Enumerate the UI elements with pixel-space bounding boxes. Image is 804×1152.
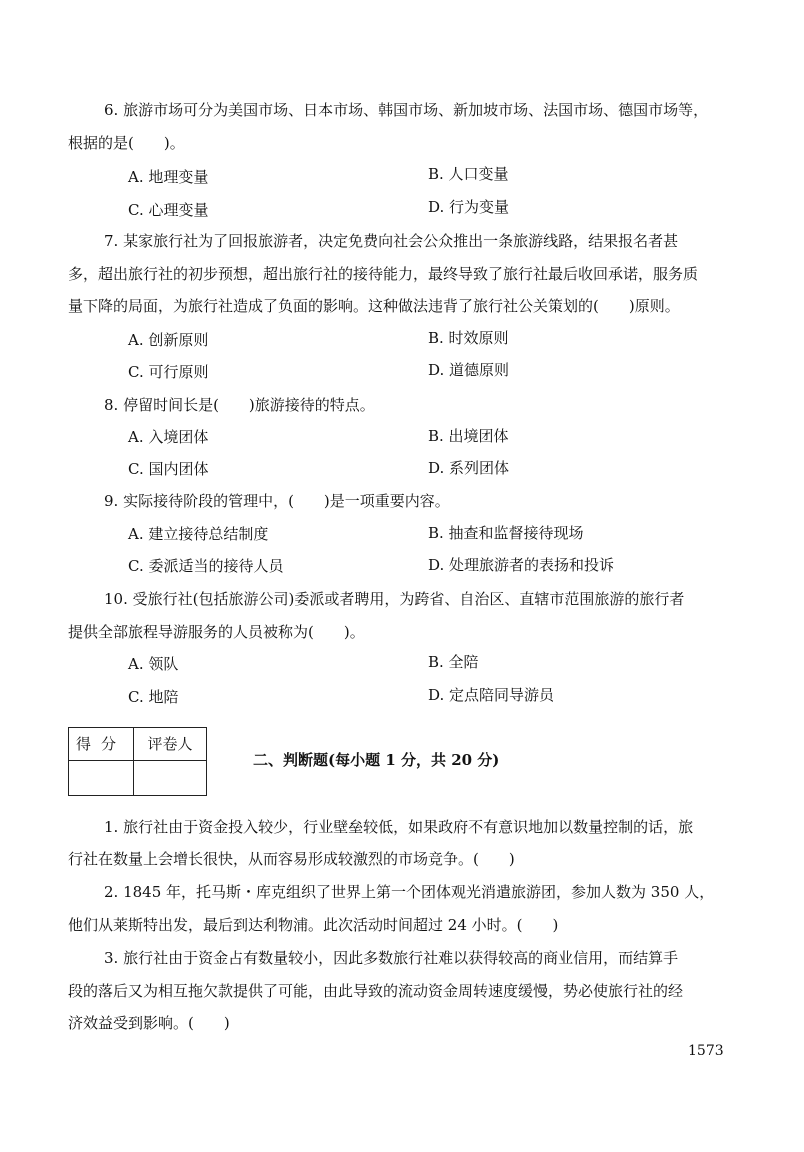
q7-line2: 多，超出旅行社的初步预想，超出旅行社的接待能力，最终导致了旅行社最后收回承诺，服务质 (68, 265, 699, 283)
q9-option-d: D. 处理旅游者的表扬和投诉 (428, 556, 615, 574)
tf1-line1: 1. 旅行社由于资金投入较少，行业壁垒较低，如果政府不有意识地加以数量控制的话，旅 (104, 818, 694, 836)
q6-option-b: B. 人口变量 (428, 165, 509, 183)
q6-option-d: D. 行为变量 (428, 198, 510, 216)
grader-header: 评卷人 (134, 728, 207, 761)
q9-option-c: C. 委派适当的接待人员 (128, 557, 284, 575)
tf3-line3: 济效益受到影响。( ) (68, 1014, 230, 1032)
tf3-line2: 段的落后又为相互拖欠款提供了可能，由此导致的流动资金周转速度缓慢，势必使旅行社的经 (68, 982, 684, 1000)
q9-line1: 9. 实际接待阶段的管理中，( )是一项重要内容。 (104, 492, 450, 510)
score-cell[interactable] (69, 761, 134, 796)
q6-option-a: A. 地理变量 (128, 168, 209, 186)
q8-option-c: C. 国内团体 (128, 460, 209, 478)
q10-line1: 10. 受旅行社(包括旅游公司)委派或者聘用，为跨省、自治区、直辖市范围旅游的旅行者 (104, 590, 685, 608)
q8-option-d: D. 系列团体 (428, 459, 510, 477)
q7-line1: 7. 某家旅行社为了回报旅游者，决定免费向社会公众推出一条旅游线路，结果报名者甚 (104, 232, 679, 250)
q7-option-c: C. 可行原则 (128, 363, 209, 381)
section-title: 二、判断题(每小题 1 分，共 20 分) (253, 751, 500, 769)
q8-line1: 8. 停留时间长是( )旅游接待的特点。 (104, 396, 375, 414)
page-number: 1573 (688, 1043, 724, 1059)
q7-option-b: B. 时效原则 (428, 329, 509, 347)
q9-option-a: A. 建立接待总结制度 (128, 525, 269, 543)
grader-cell[interactable] (134, 761, 207, 796)
q10-option-c: C. 地陪 (128, 688, 179, 706)
q8-option-a: A. 入境团体 (128, 428, 209, 446)
q8-option-b: B. 出境团体 (428, 427, 509, 445)
score-table (68, 727, 207, 796)
tf2-line1: 2. 1845 年，托马斯・库克组织了世界上第一个团体观光消遣旅游团，参加人数为 350 人， (104, 883, 715, 901)
q6-option-c: C. 心理变量 (128, 201, 209, 219)
q10-option-b: B. 全陪 (428, 653, 479, 671)
q9-option-b: B. 抽查和监督接待现场 (428, 524, 584, 542)
q10-option-d: D. 定点陪同导游员 (428, 686, 555, 704)
q7-option-a: A. 创新原则 (128, 331, 209, 349)
q7-option-d: D. 道德原则 (428, 361, 510, 379)
q7-line3: 量下降的局面，为旅行社造成了负面的影响。这种做法违背了旅行社公关策划的( )原则。 (68, 297, 680, 315)
tf2-line2: 他们从莱斯特出发，最后到达利物浦。此次活动时间超过 24 小时。( ) (68, 916, 559, 934)
q6-line1: 6. 旅游市场可分为美国市场、日本市场、韩国市场、新加坡市场、法国市场、德国市场等， (104, 101, 709, 119)
q10-line2: 提供全部旅程导游服务的人员被称为( )。 (68, 623, 365, 641)
q10-option-a: A. 领队 (128, 655, 179, 673)
q6-line2: 根据的是( )。 (68, 134, 185, 152)
tf1-line2: 行社在数量上会增长很快，从而容易形成较激烈的市场竞争。( ) (68, 850, 515, 868)
score-header: 得分 (69, 728, 134, 761)
tf3-line1: 3. 旅行社由于资金占有数量较小，因此多数旅行社难以获得较高的商业信用，而结算手 (104, 949, 679, 967)
